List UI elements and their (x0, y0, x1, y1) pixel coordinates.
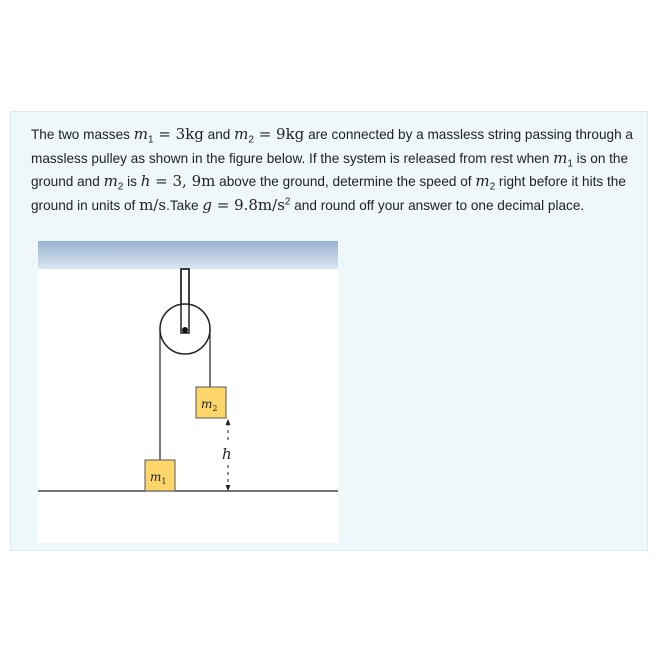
math-h: h (140, 172, 151, 190)
ceiling (38, 241, 338, 269)
text-segment: is on the ground and (31, 150, 629, 189)
height-arrow-down (226, 485, 231, 491)
pulley-axle (182, 327, 188, 333)
subscript: 1 (567, 158, 573, 170)
height-value: 3, 9m (172, 172, 216, 190)
subscript: 1 (147, 134, 154, 146)
subscript: 2 (117, 181, 124, 193)
equals: = (153, 125, 176, 143)
superscript: 2 (284, 195, 291, 207)
math-m2: m (234, 125, 249, 143)
equals: = (150, 172, 173, 190)
text-segment: above the ground, determine the speed of (215, 174, 476, 189)
h-label: h (222, 445, 232, 463)
text-segment: right before it hits the ground in units of (31, 174, 626, 213)
problem-statement (31, 123, 635, 217)
equals: = (253, 125, 277, 143)
math-m2: m (103, 172, 118, 190)
math-m1: m (553, 148, 568, 167)
math-m2: m (475, 172, 490, 190)
text-segment: are connected by a massless string passing through a massless pulley as shown in the figure below. If the system is released from rest when (31, 127, 633, 166)
text-segment: The two masses (31, 127, 134, 142)
pulley-diagram (38, 241, 338, 543)
m1-label: $m_1$ (150, 470, 167, 486)
equals: = (211, 195, 235, 214)
math-m1: m (133, 125, 148, 143)
pulley-figure (38, 241, 338, 543)
units: m/s (139, 195, 167, 214)
gravity-value: 9.8m/s (234, 195, 285, 214)
text-segment: .Take (166, 197, 203, 213)
text-segment: and round off your answer to one decimal place. (290, 197, 585, 213)
text-segment: and (203, 127, 235, 142)
subscript: 2 (489, 181, 496, 193)
subscript: 2 (248, 134, 254, 146)
mass1-value: 3kg (175, 125, 204, 143)
m2-label: $m_2$ (201, 397, 218, 413)
height-arrow-up (226, 419, 231, 425)
question-card (10, 111, 648, 551)
mass2-value: 9kg (276, 125, 305, 143)
text-segment: is (123, 174, 141, 189)
math-g: g (202, 195, 212, 214)
